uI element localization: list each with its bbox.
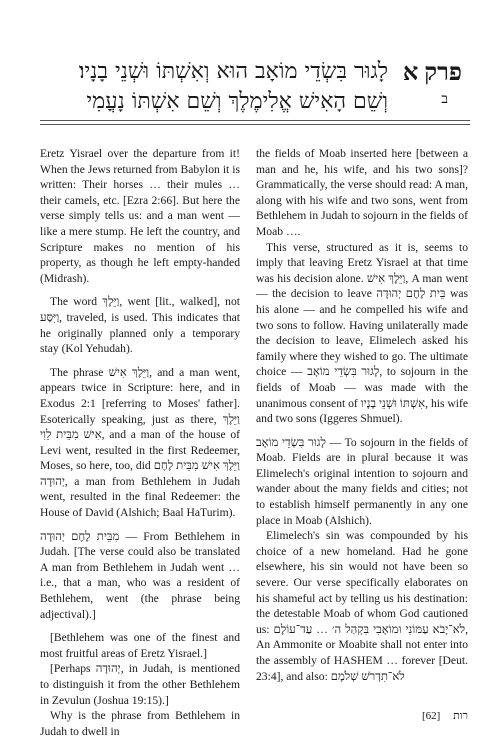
commentary-paragraph: This verse, structured as it is, seems to imply that leaving Eretz Yisrael at that time was his decision alone. וַיֵּלֶךְ אִישׁ, A man went — the decision to leave בֵּית לֶחֶם יְהוּדָה was his alone — and he compelled his wife and two sons to follow. Having unilaterally made the decision to leave, Elimelech asked his family where they wished to go. The ultimate choice — לָגוּר בִּשְׂדֵי מוֹאָב, to sojourn in the fields of Moab — was made with the unanimous consent of אִשְׁתּוֹ וּשְׁנֵי בָנָיו, his wife and two sons (Iggeres Shmuel). [256,240,469,426]
commentary-paragraph: The word וַיֵּלֶךְ, went [lit., walked], not וַיִּסַּע, traveled, is used. This indicates that he originally planned only a temporary stay (Kol Yehudah). [40,295,241,356]
chapter-label: פרק א [402,60,462,86]
verse-number: ב [441,92,448,107]
commentary-paragraph: Eretz Yisrael over the departure from it! When the Jews returned from Babylon it is written: Their horses … their mules … their camels, etc. [Ezra 2:66]. But here the verse simply tells us: and a man went — like a mere stump. He left the country, and Scripture makes no mention of his property, as though he left empty-handed (Midrash). [40,147,240,285]
commentary-paragraph: the fields of Moab inserted here [between a man and he, his wife, and his two sons]? Grammatically, the verse should read: A man, along with his wife and two sons, went from Bethlehem in Judah to sojourn in the fields of Moab …. [256,147,468,238]
commentary-paragraph: [Bethlehem was one of the finest and most fruitful areas of Eretz Yisrael.] [40,631,240,660]
commentary-paragraph: מִבֵּית לֶחֶם יְהוּדָה — From Bethlehem in Judah. [The verse could also be translated A man from Bethlehem in Judah went … i.e., that a man, who was a resident of Bethlehem, went (the phrase being adjectival).] [40,529,240,621]
verse-text-line-1: לָגוּר בִּשְׂדֵי מוֹאָב הוּא וְאִשְׁתּוֹ וּשְׁנֵי בָנָיו׃ [78,59,388,84]
verse-text-line-2: וְשֵׁם הָאִישׁ אֱלִימֶלֶךְ וְשֵׁם אִשְׁתּוֹ נָעֳמִי [86,89,388,114]
commentary-paragraph: Why is the phrase from Bethlehem in Judah to dwell in [40,709,240,738]
commentary-paragraph: [Perhaps יְהוּדָה, in Judah, is mentioned to distinguish it from the other Bethlehem in Zevulun (Joshua 19:15).] [40,662,240,707]
header-rule-bottom [40,124,470,125]
commentary-paragraph: לָגוּר בִּשְׂדֵי מוֹאָב — To sojourn in the fields of Moab. Fields are in plural because it was Elimelech's original intention to sojourn and wander about the many fields and cities; not to establish himself permanently in any one place in Moab (Alshich). [256,435,468,527]
commentary-right-column [256,146,468,692]
commentary-paragraph: The phrase וַיֵּלֶךְ אִישׁ, and a man went, appears twice in Scripture: here, and in Exodus 2:1 [referring to Moses' father]. Esoterically speaking, just as there, וַיֵּלֶךְ אִישׁ מִבֵּית לֵוִי, and a man of the house of Levi went, resulted in the first Redeemer, Moses, so here, too, did וַיֵּלֶךְ אִישׁ מִבֵּית לֶחֶם יְהוּדָה, a man from Bethlehem in Judah went, resulted in the final Redeemer: the House of David (Alshich; Baal HaTurim). [40,365,240,520]
header-rule-top [40,120,470,121]
page-number: [62] [421,710,441,722]
running-head: רות [453,710,468,722]
commentary-paragraph: Elimelech's sin was compounded by his choice of a new homeland. Had he gone elsewhere, his sin would not have been so severe. Our verse specifically elaborates on his shameful act by telling us his destination: the detestable Moab of whom God cautioned us: לֹא־יָבֹא עַמּוֹנִי וּמוֹאָבִי בִּקְהַל ה׳ … עַד־עוֹלָם, An Ammonite or Moabite shall not enter into the assembly of HASHEM … forever [Deut. 23:4], and also: לֹא־תִדְרֹשׁ שְׁלֹמָם [256,529,468,683]
commentary-left-column [40,146,240,747]
page-footer [412,710,468,722]
verse-header [40,58,470,114]
